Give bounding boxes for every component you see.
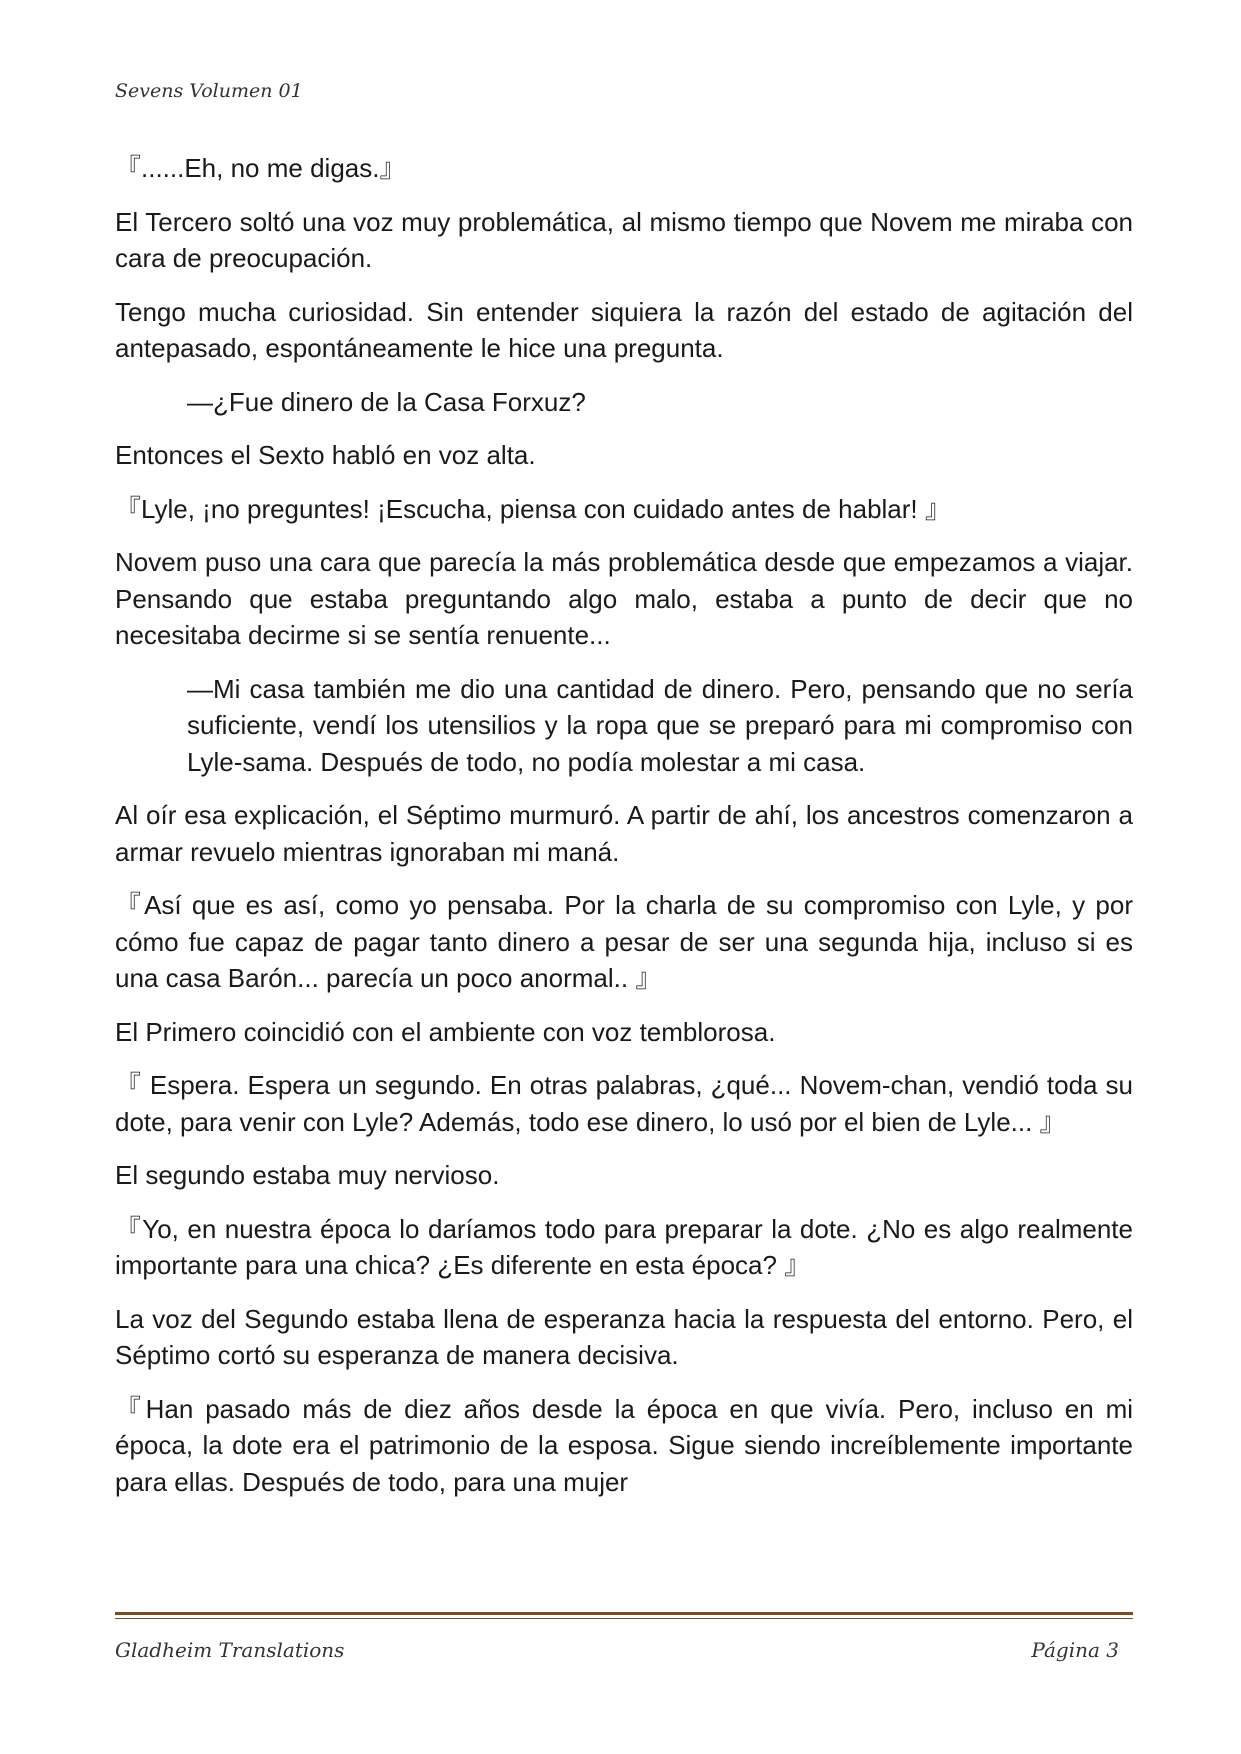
indented-dialogue: —Mi casa también me dio una cantidad de dinero. Pero, pensando que no sería suficiente, vendí los utensilios y la ropa que se preparó para mi compromiso con Lyle-sama. Después de todo, no podía molestar a mi casa. <box>187 673 1133 777</box>
paragraph: El segundo estaba muy nervioso. <box>115 1160 500 1190</box>
paragraph: Tengo mucha curiosidad. Sin entender siquiera la razón del estado de agitación del antepasado, espontáneamente le hice una pregunta. <box>115 296 1133 363</box>
paragraph: 『Han pasado más de diez años desde la época en que vivía. Pero, incluso en mi época, la dote era el patrimonio de la esposa. Sigue siendo increíblemente importante para ellas. Después de todo, para una mujer <box>115 1393 1133 1497</box>
running-header: Sevens Volumen 01 <box>115 80 303 102</box>
paragraph: Entonces el Sexto habló en voz alta. <box>115 440 536 470</box>
paragraph: La voz del Segundo estaba llena de esperanza hacia la respuesta del entorno. Pero, el Séptimo cortó su esperanza de manera decisiva. <box>115 1303 1133 1370</box>
paragraph: 『Yo, en nuestra época lo daríamos todo para preparar la dote. ¿No es algo realmente importante para una chica? ¿Es diferente en esta época? 』 <box>115 1213 1133 1280</box>
footer-credit: Gladheim Translations <box>115 1638 345 1662</box>
page-body <box>115 150 1133 1517</box>
indented-dialogue: —¿Fue dinero de la Casa Forxuz? <box>187 386 586 417</box>
paragraph: 『......Eh, no me digas.』 <box>115 153 406 183</box>
footer-divider-thin <box>115 1618 1133 1619</box>
paragraph: Al oír esa explicación, el Séptimo murmuró. A partir de ahí, los ancestros comenzaron a armar revuelo mientras ignoraban mi maná. <box>115 800 1133 867</box>
paragraph: 『 Espera. Espera un segundo. En otras palabras, ¿qué... Novem-chan, vendió toda su dote, para venir con Lyle? Además, todo ese dinero, lo usó por el bien de Lyle... 』 <box>115 1070 1133 1137</box>
page-number: Página 3 <box>1031 1638 1119 1662</box>
paragraph: El Tercero soltó una voz muy problemática, al mismo tiempo que Novem me miraba con cara de preocupación. <box>115 206 1133 273</box>
paragraph: 『Lyle, ¡no preguntes! ¡Escucha, piensa con cuidado antes de hablar! 』 <box>115 493 951 524</box>
footer-divider <box>115 1612 1133 1615</box>
paragraph: 『Así que es así, como yo pensaba. Por la charla de su compromiso con Lyle, y por cómo fue capaz de pagar tanto dinero a pesar de ser una segunda hija, incluso si es una casa Barón... parecía un poco anormal.. 』 <box>115 890 1133 993</box>
paragraph: Novem puso una cara que parecía la más problemática desde que empezamos a viajar. Pensando que estaba preguntando algo malo, estaba a punto de decir que no necesitaba decirme si se sentía renuente... <box>115 547 1133 650</box>
paragraph: El Primero coincidió con el ambiente con voz temblorosa. <box>115 1016 776 1047</box>
